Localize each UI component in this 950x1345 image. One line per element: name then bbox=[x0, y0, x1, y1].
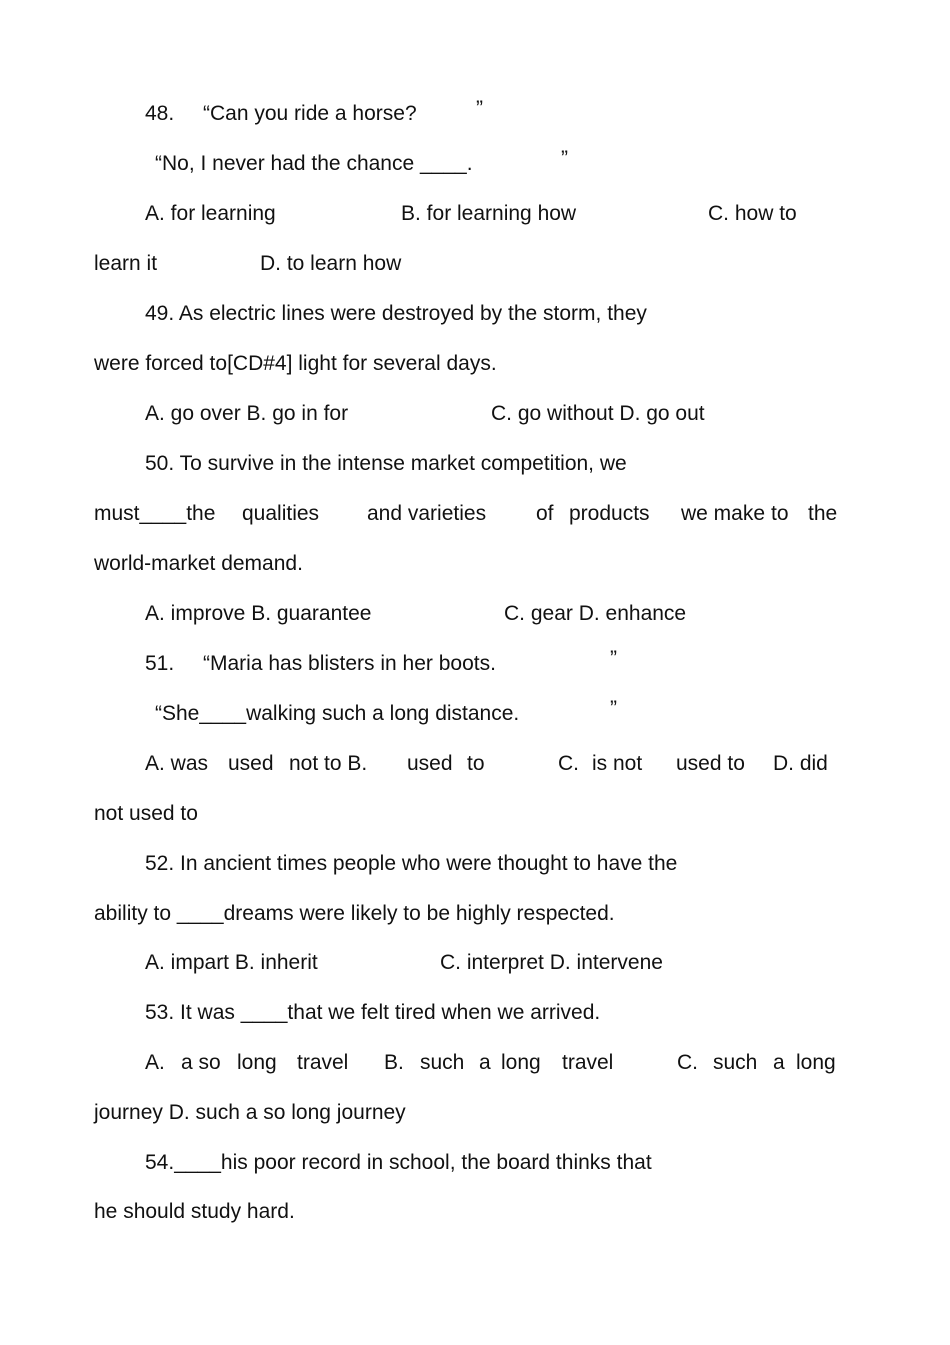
question-51-option-word: A. was bbox=[145, 752, 209, 775]
question-48-close-quote: ” bbox=[476, 97, 483, 120]
question-50-word: to bbox=[771, 502, 789, 525]
question-51-option-word: D. did bbox=[773, 752, 828, 775]
question-51-option-word: to bbox=[467, 752, 485, 775]
question-54-text: 54.____his poor record in school, the board thinks that bbox=[145, 1151, 652, 1174]
question-51-option-d-cont: not used to bbox=[94, 802, 198, 825]
question-53-option-word: long bbox=[796, 1051, 836, 1074]
question-48-number: 48. bbox=[145, 102, 175, 125]
question-52-options-ab: A. impart B. inherit bbox=[145, 951, 318, 974]
question-51-reply: “She____walking such a long distance. bbox=[155, 702, 520, 725]
question-52-text-cont: ability to ____dreams were likely to be highly respected. bbox=[94, 902, 615, 925]
question-49-options-cd: C. go without D. go out bbox=[491, 402, 705, 425]
question-51-reply-close-quote: ” bbox=[610, 697, 617, 720]
question-54-text-cont: he should study hard. bbox=[94, 1200, 295, 1223]
question-48-reply: “No, I never had the chance ____. bbox=[155, 152, 473, 175]
question-53-text: 53. It was ____that we felt tired when we arrived. bbox=[145, 1001, 601, 1024]
question-48-reply-close-quote: ” bbox=[561, 147, 568, 170]
question-53-option-word: long bbox=[237, 1051, 277, 1074]
question-50-word: of bbox=[536, 502, 554, 525]
question-48-text: “Can you ride a horse? bbox=[203, 102, 417, 125]
question-49-options-ab: A. go over B. go in for bbox=[145, 402, 349, 425]
question-53-option-word: travel bbox=[562, 1051, 614, 1074]
question-49-text-cont: were forced to[CD#4] light for several days. bbox=[94, 352, 497, 375]
question-53-option-word: such bbox=[713, 1051, 758, 1074]
question-48-option-b: B. for learning how bbox=[401, 202, 577, 225]
question-51-option-word: used bbox=[228, 752, 274, 775]
question-51-option-word: not to B. bbox=[289, 752, 368, 775]
question-51-text: “Maria has blisters in her boots. bbox=[203, 652, 496, 675]
question-50-options-ab: A. improve B. guarantee bbox=[145, 602, 372, 625]
question-53-option-word: long bbox=[501, 1051, 541, 1074]
question-48-option-d: D. to learn how bbox=[260, 252, 402, 275]
question-53-option-word: such bbox=[420, 1051, 465, 1074]
question-53-option-word: B. bbox=[384, 1051, 404, 1074]
question-50-word: must____the bbox=[94, 502, 216, 525]
question-52-options-cd: C. interpret D. intervene bbox=[440, 951, 663, 974]
question-48-option-c: C. how to bbox=[708, 202, 797, 225]
question-48-option-a: A. for learning bbox=[145, 202, 276, 225]
question-53-option-word: C. bbox=[677, 1051, 698, 1074]
question-53-option-word: A. bbox=[145, 1051, 165, 1074]
question-52-text: 52. In ancient times people who were thought to have the bbox=[145, 852, 678, 875]
question-50-word: we make bbox=[681, 502, 766, 525]
question-53-option-word: a bbox=[773, 1051, 785, 1074]
question-53-option-word: a so bbox=[181, 1051, 221, 1074]
question-50-word: and varieties bbox=[367, 502, 487, 525]
question-51-close-quote: ” bbox=[610, 647, 617, 670]
question-48-option-c-cont: learn it bbox=[94, 252, 158, 275]
question-50-word: the bbox=[808, 502, 838, 525]
question-50-word: qualities bbox=[242, 502, 320, 525]
question-50-options-cd: C. gear D. enhance bbox=[504, 602, 687, 625]
question-50-text: 50. To survive in the intense market competition, we bbox=[145, 452, 627, 475]
question-53-option-word: a bbox=[479, 1051, 491, 1074]
question-53-options-cont: journey D. such a so long journey bbox=[94, 1101, 406, 1124]
question-51-number: 51. bbox=[145, 652, 175, 675]
question-51-option-word: used bbox=[407, 752, 453, 775]
question-51-option-word: C. bbox=[558, 752, 579, 775]
question-51-option-word: is not bbox=[592, 752, 643, 775]
question-50-text-end: world-market demand. bbox=[94, 552, 303, 575]
question-50-word: products bbox=[569, 502, 650, 525]
question-53-option-word: travel bbox=[297, 1051, 349, 1074]
question-49-text: 49. As electric lines were destroyed by the storm, they bbox=[145, 302, 647, 325]
question-51-option-word: used to bbox=[676, 752, 745, 775]
